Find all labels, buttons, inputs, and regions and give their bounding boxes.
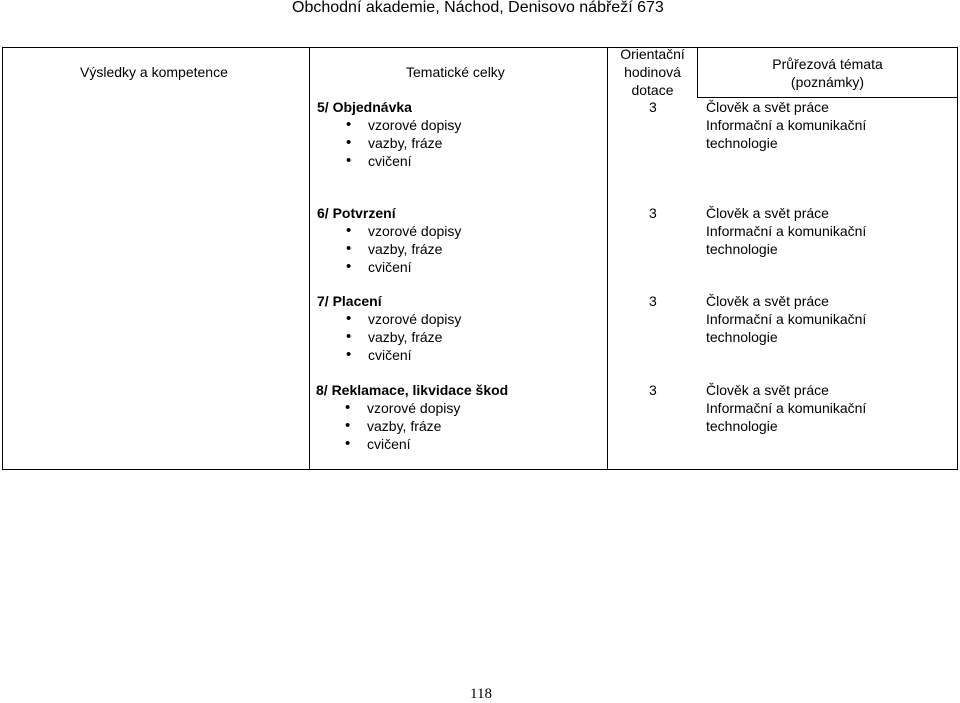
cross-topic-line: Informační a komunikační <box>706 400 867 416</box>
header-hours <box>608 45 697 99</box>
header-topics: Tematické celky <box>406 64 505 80</box>
table-row <box>317 98 461 170</box>
cross-topic-line: Člověk a svět práce <box>706 99 829 115</box>
cross-topic-line: Člověk a svět práce <box>706 205 829 221</box>
list-item: • cvičení <box>368 258 461 276</box>
row-cross-topics <box>706 381 866 435</box>
cross-topic-line: Informační a komunikační <box>706 311 867 327</box>
table-border-left <box>2 47 3 470</box>
page-number: 118 <box>470 686 492 702</box>
topic-title: 5/ Objednávka <box>317 99 412 115</box>
row-cross-topics <box>706 98 866 152</box>
list-item: • vzorové dopisy <box>368 116 461 134</box>
cross-topic-line: Informační a komunikační <box>706 223 867 239</box>
table-row <box>317 292 461 364</box>
header-cross-line-1: Průřezová témata <box>772 56 883 72</box>
topic-items <box>368 222 461 276</box>
cross-topic-line: Člověk a svět práce <box>706 382 829 398</box>
list-item: • vzorové dopisy <box>368 310 461 328</box>
list-item: • vazby, fráze <box>367 417 508 435</box>
cross-topic-line: Člověk a svět práce <box>706 293 829 309</box>
list-item: • cvičení <box>368 152 461 170</box>
header-cross-topics <box>698 55 957 91</box>
topic-title: 7/ Placení <box>317 293 382 309</box>
row-hours: 3 <box>649 293 657 309</box>
header-hours-line-2: hodinová <box>624 64 681 80</box>
list-item: • cvičení <box>368 346 461 364</box>
row-hours: 3 <box>649 99 657 115</box>
row-hours: 3 <box>649 205 657 221</box>
cross-topic-line: technologie <box>706 241 778 257</box>
cross-topic-line: Informační a komunikační <box>706 117 867 133</box>
cross-topic-line: technologie <box>706 135 778 151</box>
list-item: • cvičení <box>367 435 508 453</box>
column-divider-1 <box>309 47 310 470</box>
topic-title: 6/ Potvrzení <box>317 205 396 221</box>
list-item: • vazby, fráze <box>368 134 461 152</box>
list-item: • vazby, fráze <box>368 328 461 346</box>
topic-title: 8/ Reklamace, likvidace škod <box>316 382 509 398</box>
topic-items <box>367 399 508 453</box>
cross-topic-line: technologie <box>706 418 778 434</box>
column-divider-2 <box>607 47 608 470</box>
header-hours-line-3: dotace <box>631 82 674 98</box>
list-item: • vzorové dopisy <box>368 222 461 240</box>
topic-items <box>368 310 461 364</box>
cross-topic-line: technologie <box>706 329 778 345</box>
header-cross-line-2: (poznámky) <box>790 74 865 90</box>
table-border-top <box>2 47 958 48</box>
list-item: • vzorové dopisy <box>367 399 508 417</box>
row-cross-topics <box>706 204 866 258</box>
document-title: Obchodní akademie, Náchod, Denisovo nábřeží 673 <box>292 0 664 16</box>
table-row <box>316 381 508 453</box>
row-cross-topics <box>706 292 866 346</box>
table-border-right <box>957 47 958 470</box>
row-hours: 3 <box>649 382 657 398</box>
topic-items <box>368 116 461 170</box>
table-row <box>317 204 461 276</box>
list-item: • vazby, fráze <box>368 240 461 258</box>
table-border-bottom <box>2 469 958 470</box>
header-hours-line-1: Orientační <box>620 46 685 62</box>
header-outcomes: Výsledky a kompetence <box>80 64 228 80</box>
